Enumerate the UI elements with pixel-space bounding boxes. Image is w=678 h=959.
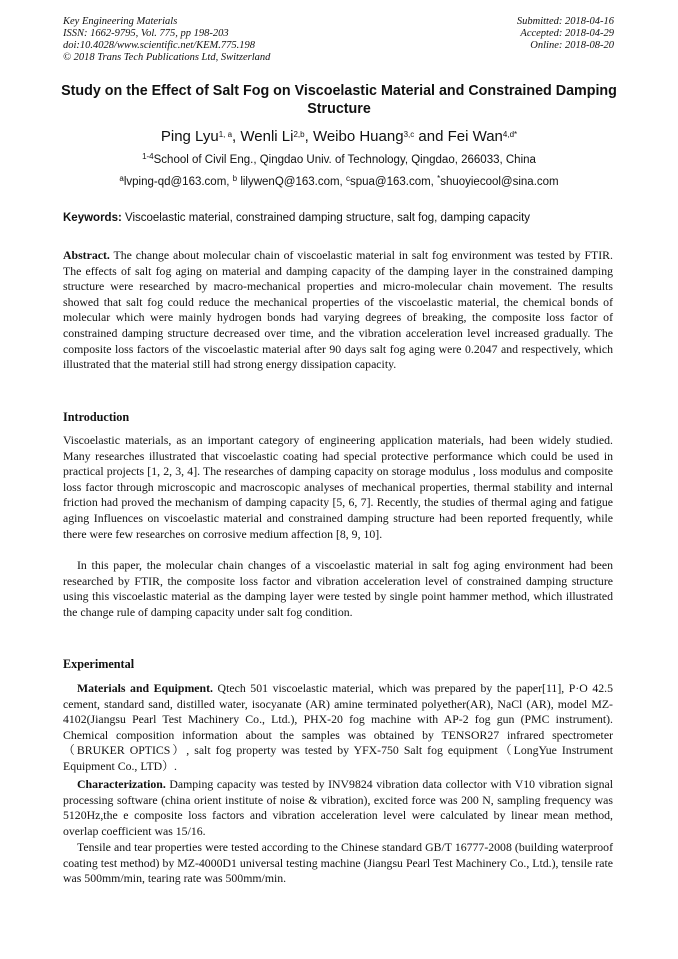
email[interactable]: lilywenQ@163.com, bbox=[237, 176, 346, 188]
author-sep: and bbox=[414, 128, 448, 145]
keywords-label: Keywords: bbox=[63, 212, 122, 224]
email[interactable]: lvping-qd@163.com, bbox=[123, 176, 233, 188]
email-sup: a bbox=[119, 174, 124, 183]
email-sup: b bbox=[232, 174, 238, 183]
doi: doi:10.4028/www.scientific.net/KEM.775.198 bbox=[63, 40, 255, 51]
author-sup: 1, a bbox=[218, 130, 233, 139]
email-list bbox=[40, 176, 638, 188]
author-sup: 3,c bbox=[403, 130, 415, 139]
characterization-paragraph bbox=[63, 777, 613, 839]
characterization-label: Characterization. bbox=[77, 777, 166, 791]
abstract bbox=[63, 248, 613, 373]
email[interactable]: shuoyiecool@sina.com bbox=[440, 176, 559, 188]
copyright: © 2018 Trans Tech Publications Ltd, Switzerland bbox=[63, 52, 271, 63]
email-sup: * bbox=[437, 174, 441, 183]
tensile-paragraph: Tensile and tear properties were tested according to the Chinese standard GB/T 16777-2008 (building waterproof coating test method) by MZ-4000D1 universal testing machine (Jiangsu Pearl Test Machinery Co., Ltd.), tensile rate was 500mm/min, tearing rate was 500mm/min. bbox=[63, 840, 613, 886]
author-sup: 4,d* bbox=[502, 130, 518, 139]
author-name: Wenli Li bbox=[240, 128, 294, 145]
author-sep: , bbox=[304, 128, 313, 145]
author-list bbox=[40, 128, 638, 145]
affiliation-text: School of Civil Eng., Qingdao Univ. of Technology, Qingdao, 266033, China bbox=[153, 154, 536, 166]
author-name: Ping Lyu bbox=[160, 128, 219, 145]
introduction-paragraph-2: In this paper, the molecular chain changes of a viscoelastic material in salt fog aging environment had been researched by FTIR, the composite loss factor and vibration acceleration level of constrained damping structure using this viscoelastic material as the damping layer were tested by single point hammer method, which illustrated the change rule of damping capacity under salt fog condition. bbox=[63, 558, 613, 619]
journal-name: Key Engineering Materials bbox=[63, 16, 178, 27]
journal-header-left bbox=[63, 16, 270, 64]
journal-header-right bbox=[517, 16, 614, 52]
author-sep: , bbox=[232, 128, 241, 145]
abstract-text: The change about molecular chain of viscoelastic material in salt fog environment was tested by FTIR. The effects of salt fog aging on material and damping capacity of the damping layer in the constrained damping structure were researched by macro-mechanical properties and micro-molecular chain movement. The results showed that salt fog could reduce the mechanical properties of the viscoelastic material, the chemical bonds of molecular which were mainly hydrogen bonds had varying degrees of breaking, the composite loss factor of constrained damping structure decreased over time, and the vibration acceleration level increased gradually. The composite loss factors of the viscoelastic material after 90 days salt fog aging were 0.2047 and respectively, which illustrated that the material still had strong energy dissipation capacity. bbox=[63, 248, 613, 372]
materials-label: Materials and Equipment. bbox=[77, 681, 213, 695]
characterization-text: Damping capacity was tested by INV9824 vibration data collector with V10 vibration signal processing software (china orient institute of noise & vibration), excited force was 200 N, sampling frequency was 5120Hz,the e composite loss factors and vibration acceleration level were calculated by linear mean method, overlap coefficient was 15/16. bbox=[63, 777, 613, 838]
affiliation bbox=[40, 154, 638, 166]
accepted-date: Accepted: 2018-04-29 bbox=[520, 28, 614, 39]
abstract-label: Abstract. bbox=[63, 248, 110, 262]
online-date: Online: 2018-08-20 bbox=[530, 40, 614, 51]
submitted-date: Submitted: 2018-04-16 bbox=[516, 16, 614, 27]
email[interactable]: spua@163.com, bbox=[349, 176, 438, 188]
materials-paragraph bbox=[63, 681, 613, 775]
issn: ISSN: 1662-9795, Vol. 775, pp 198-203 bbox=[63, 28, 229, 39]
introduction-heading: Introduction bbox=[63, 410, 130, 424]
experimental-heading: Experimental bbox=[63, 657, 135, 671]
affiliation-sup: 1-4 bbox=[142, 152, 154, 161]
paper-title: Study on the Effect of Salt Fog on Viscoelastic Material and Constrained Damping Structure bbox=[61, 83, 617, 117]
email-sup: c bbox=[345, 174, 350, 183]
keywords bbox=[63, 212, 530, 224]
introduction-paragraph: Viscoelastic materials, as an important category of engineering application materials, had been widely studied. Many researches illustrated that viscoelastic coating had special protective performance which could be used in practical projects [1, 2, 3, 4]. The researches of damping capacity on storage modulus , loss modulus and composite loss factor through microscopic and macroscopic analyses of mechanical properties, thermal stability and internal friction had proved the mechanism of damping capacity [5, 6, 7]. Recently, the studies of thermal aging and fatigue aging Influences on viscoelastic material and constrained damping structure had been reported frequently, while there were few researches on corrosive medium affection [8, 9, 10]. bbox=[63, 433, 613, 541]
author-name: Fei Wan bbox=[447, 128, 503, 145]
keywords-text: Viscoelastic material, constrained damping structure, salt fog, damping capacity bbox=[121, 212, 531, 224]
author-name: Weibo Huang bbox=[312, 128, 404, 145]
materials-text: Qtech 501 viscoelastic material, which was prepared by the paper[11], P·O 42.5 cement, standard sand, distilled water, isocyanate (AR) amine terminated polyether(AR), NaCl (AR), model MZ-4102(Jiangsu Pearl Test Machinery Co., Ltd.), PHX-20 fog machine with AP-2 fog gun (PMC instrument). Chemical composition information about the samples was obtained by TENSOR27 infrared spectrometer（BRUKER OPTICS）, salt fog property was tested by YFX-750 Salt fog equipment（LongYue Instrument Equipment Co., LTD）. bbox=[63, 681, 613, 773]
author-sup: 2,b bbox=[293, 130, 305, 139]
